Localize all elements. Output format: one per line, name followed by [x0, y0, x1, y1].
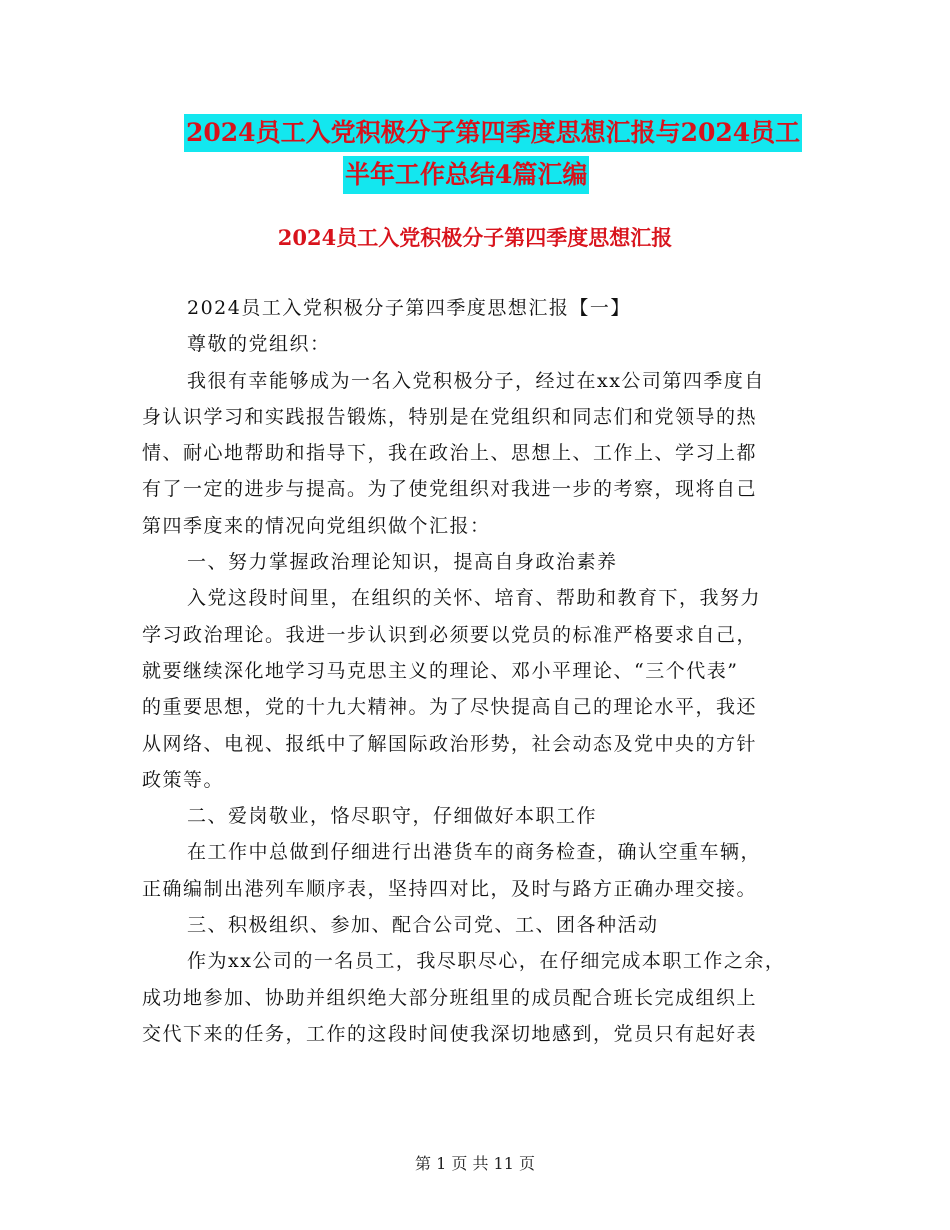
section-title: 2024员工入党积极分子第四季度思想汇报: [277, 225, 673, 250]
paragraph-line: 我很有幸能够成为一名入党积极分子，经过在xx公司第四季度自: [187, 369, 765, 392]
paragraph-line: 情、耐心地帮助和指导下，我在政治上、思想上、工作上、学习上都: [142, 442, 758, 465]
paragraph-line: 作为xx公司的一名员工，我尽职尽心，在仔细完成本职工作之余，: [187, 950, 786, 973]
paragraph-line: 从网络、电视、报纸中了解国际政治形势，社会动态及党中央的方针: [142, 732, 758, 755]
paragraph-line: 正确编制出港列车顺序表，坚持四对比，及时与路方正确办理交接。: [142, 877, 758, 900]
paragraph-line: 第四季度来的情况向党组织做个汇报：: [142, 514, 491, 537]
document-title-line-1: 2024员工入党积极分子第四季度思想汇报与2024员工: [184, 114, 802, 152]
paragraph-line: 就要继续深化地学习马克思主义的理论、邓小平理论、“三个代表”: [142, 659, 739, 682]
page-number-footer: 第 1 页 共 11 页: [415, 1154, 535, 1173]
paragraph-line: 的重要思想，党的十九大精神。为了尽快提高自己的理论水平，我还: [142, 696, 758, 719]
paragraph-line: 学习政治理论。我进一步认识到必须要以党员的标准严格要求自己，: [142, 623, 758, 646]
paragraph-line: 成功地参加、协助并组织绝大部分班组里的成员配合班长完成组织上: [142, 986, 758, 1009]
document-title-line-2: 半年工作总结4篇汇编: [343, 156, 589, 194]
section-heading-2: 二、爱岗敬业，恪尽职守，仔细做好本职工作: [187, 805, 598, 828]
paragraph-line: 入党这段时间里，在组织的关怀、培育、帮助和教育下，我努力: [187, 587, 762, 610]
report-heading: 2024员工入党积极分子第四季度思想汇报【一】: [187, 297, 631, 319]
paragraph-line: 有了一定的进步与提高。为了使党组织对我进一步的考察，现将自己: [142, 478, 758, 501]
paragraph-line: 交代下来的任务，工作的这段时间使我深切地感到，党员只有起好表: [142, 1022, 758, 1045]
section-heading-1: 一、努力掌握政治理论知识，提高自身政治素养: [187, 551, 618, 574]
document-body: [142, 290, 832, 1052]
paragraph-line: 政策等。: [142, 768, 225, 791]
paragraph-line: 在工作中总做到仔细进行出港货车的商务检查，确认空重车辆，: [187, 841, 762, 864]
section-heading-3: 三、积极组织、参加、配合公司党、工、团各种活动: [187, 914, 659, 937]
salutation: 尊敬的党组织：: [187, 333, 331, 356]
paragraph-line: 身认识学习和实践报告锻炼，特别是在党组织和同志们和党领导的热: [142, 405, 758, 428]
